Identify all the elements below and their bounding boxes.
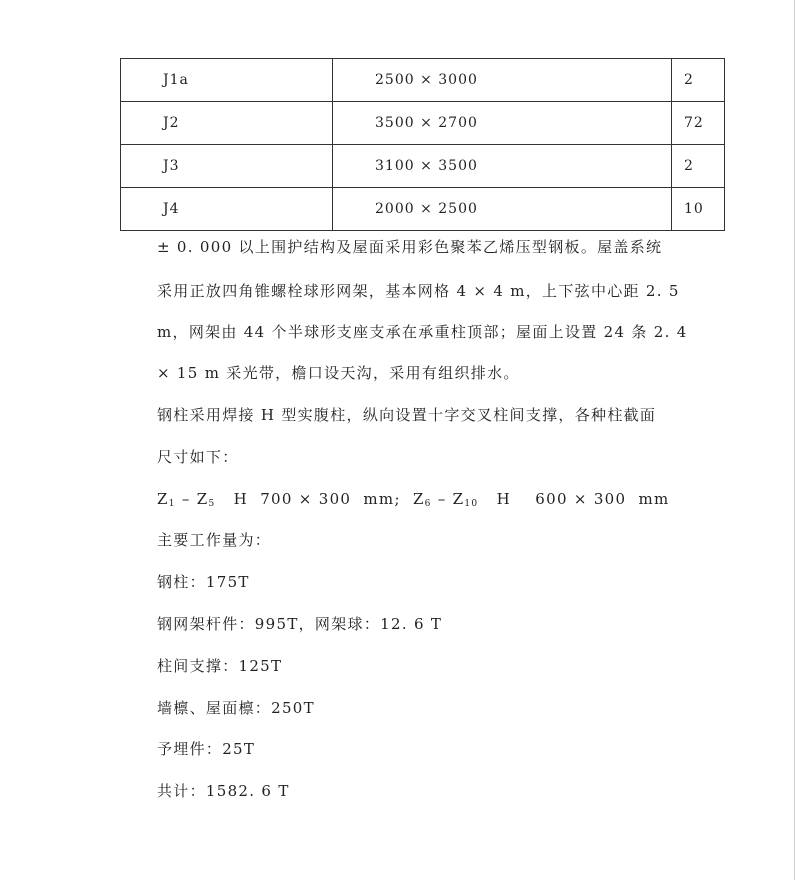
- spec-table: [120, 58, 725, 231]
- cell-qty: 2: [672, 59, 725, 102]
- cell-qty: 10: [672, 188, 725, 231]
- qty-total: 共计：1582. 6 T: [157, 782, 290, 800]
- cell-size: 2500 × 3000: [333, 59, 672, 102]
- cell-code: J4: [121, 188, 333, 231]
- z-subscript: 1: [168, 499, 176, 509]
- qty-bracing: 柱间支撑：125T: [157, 657, 283, 675]
- column-section-sizes: [157, 489, 697, 514]
- cell-code: J1a: [121, 59, 333, 102]
- cell-code: J2: [121, 102, 333, 145]
- quantities-title: 主要工作量为：: [157, 531, 272, 549]
- dash: –: [431, 490, 453, 508]
- z-label: Z: [412, 490, 425, 508]
- z-label: Z: [196, 490, 209, 508]
- qty-truss: 钢网架杆件：995T，网架球：12. 6 T: [157, 615, 443, 633]
- table-row: [121, 145, 725, 188]
- cell-size: 2000 × 2500: [333, 188, 672, 231]
- table-row: [121, 188, 725, 231]
- cell-code: J3: [121, 145, 333, 188]
- qty-steel-column: 钢柱：175T: [157, 573, 250, 591]
- para-column-line-1: 钢柱采用焊接 H 型实腹柱，纵向设置十字交叉柱间支撑，各种柱截面: [157, 406, 657, 424]
- para-enclosure-line-2: 采用正放四角锥螺栓球形网架，基本网格 4 × 4 m，上下弦中心距 2. 5: [157, 282, 680, 300]
- section-spec: H 600 × 300 mm: [478, 490, 670, 508]
- cell-qty: 2: [672, 145, 725, 188]
- cell-size: 3100 × 3500: [333, 145, 672, 188]
- para-enclosure-line-1: ± 0. 000 以上围护结构及屋面采用彩色聚苯乙烯压型钢板。屋盖系统: [157, 238, 663, 256]
- z-subscript: 10: [464, 499, 479, 509]
- section-spec: H 700 × 300 mm;: [215, 490, 413, 508]
- z-label: Z: [157, 490, 169, 508]
- table-row: [121, 102, 725, 145]
- qty-embedded: 予埋件：25T: [157, 740, 256, 758]
- para-enclosure-line-3: m，网架由 44 个半球形支座支承在承重柱顶部；屋面上设置 24 条 2. 4: [157, 323, 688, 341]
- table-row: [121, 59, 725, 102]
- z-subscript: 5: [208, 499, 216, 509]
- cell-size: 3500 × 2700: [333, 102, 672, 145]
- cell-qty: 72: [672, 102, 725, 145]
- qty-purlin: 墙檩、屋面檩：250T: [157, 699, 315, 717]
- z-label: Z: [452, 490, 465, 508]
- para-enclosure-line-4: × 15 m 采光带，檐口设天沟，采用有组织排水。: [157, 364, 520, 382]
- para-column-line-2: 尺寸如下：: [157, 448, 239, 466]
- dash: –: [175, 490, 197, 508]
- z-subscript: 6: [424, 499, 432, 509]
